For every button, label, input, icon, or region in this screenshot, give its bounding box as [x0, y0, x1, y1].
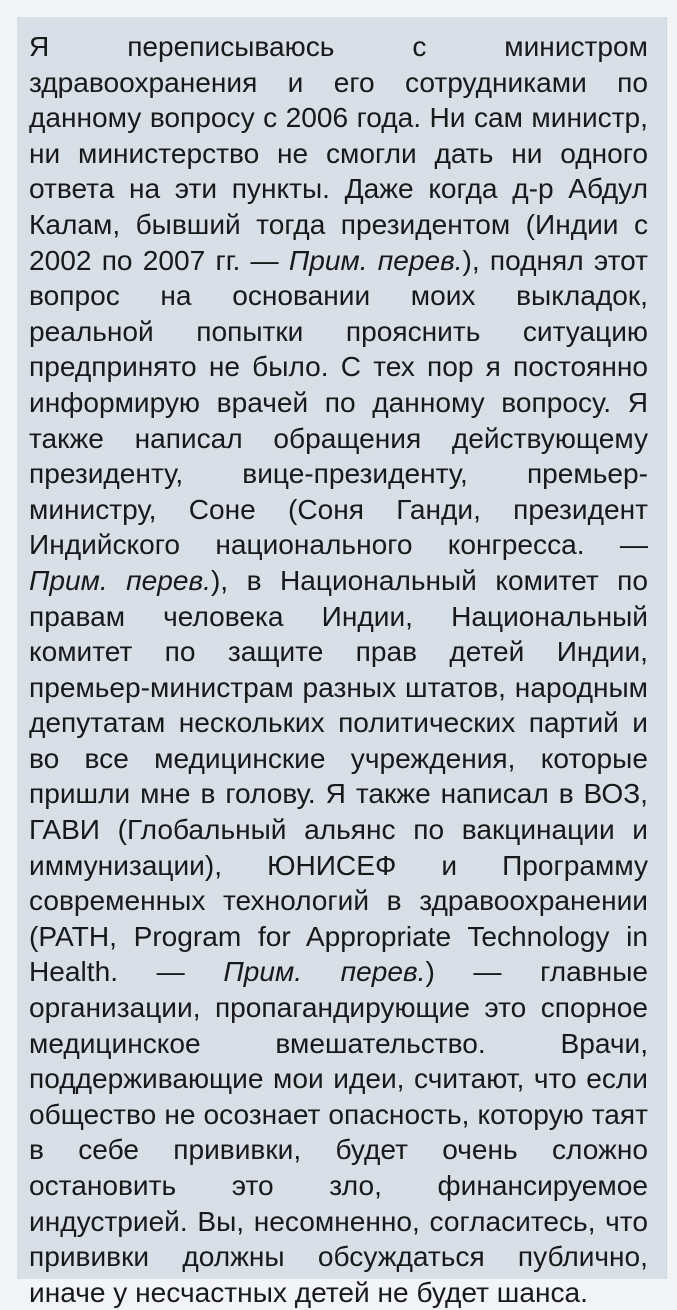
- translator-note-2: Прим. перев.: [29, 564, 211, 596]
- translator-note-3: Прим. перев.: [223, 956, 426, 988]
- paragraph-text-part-3: ), в Национальный комитет по правам человека Индии, Национальный комитет по защите прав детей Индии, премьер-министрам разных штатов, народным депутатам нескольких политических партий и во все медицинские учреждения, которые пришли мне в голову. Я также написал в ВОЗ, ГАВИ (Глобальный альянс по вакцинации и иммунизации), ЮНИСЕФ и Программу современных технологий в здравоохранении (PATH, Program for Appropriate Technology in Health. —: [29, 564, 648, 988]
- paragraph-text-part-2: ), поднял этот вопрос на основании моих выкладок, реальной попытки прояснить ситуацию предпринято не было. С тех пор я постоянно информирую врачей по данному вопросу. Я также написал обращения действующему президенту, вице-президенту, премьер-министру, Соне (Соня Ганди, президент Индийского национального конгресса. —: [29, 244, 649, 561]
- quote-paragraph: [29, 29, 648, 1310]
- translator-note-1: Прим. перев.: [288, 244, 463, 276]
- paragraph-text-part-1: Я переписываюсь с министром здравоохранения и его сотрудниками по данному вопросу с 2006 года. Ни сам министр, ни министерство не смогли дать ни одного ответа на эти пункты. Даже когда д-р Абдул Калам, бывший тогда президентом (Индии с 2002 по 2007 гг. —: [29, 31, 648, 276]
- quote-card: [17, 17, 667, 1308]
- paragraph-text-part-4: ) — главные организации, пропагандирующие это спорное медицинское вмешательство. Врачи, поддерживающие мои идеи, считают, что если общество не осознает опасность, которую таят в себе прививки, будет очень сложно остановить это зло, финансируемое индустрией. Вы, несомненно, согласитесь, что прививки должны обсуждаться публично, иначе у несчастных детей не будет шанса.: [29, 956, 649, 1308]
